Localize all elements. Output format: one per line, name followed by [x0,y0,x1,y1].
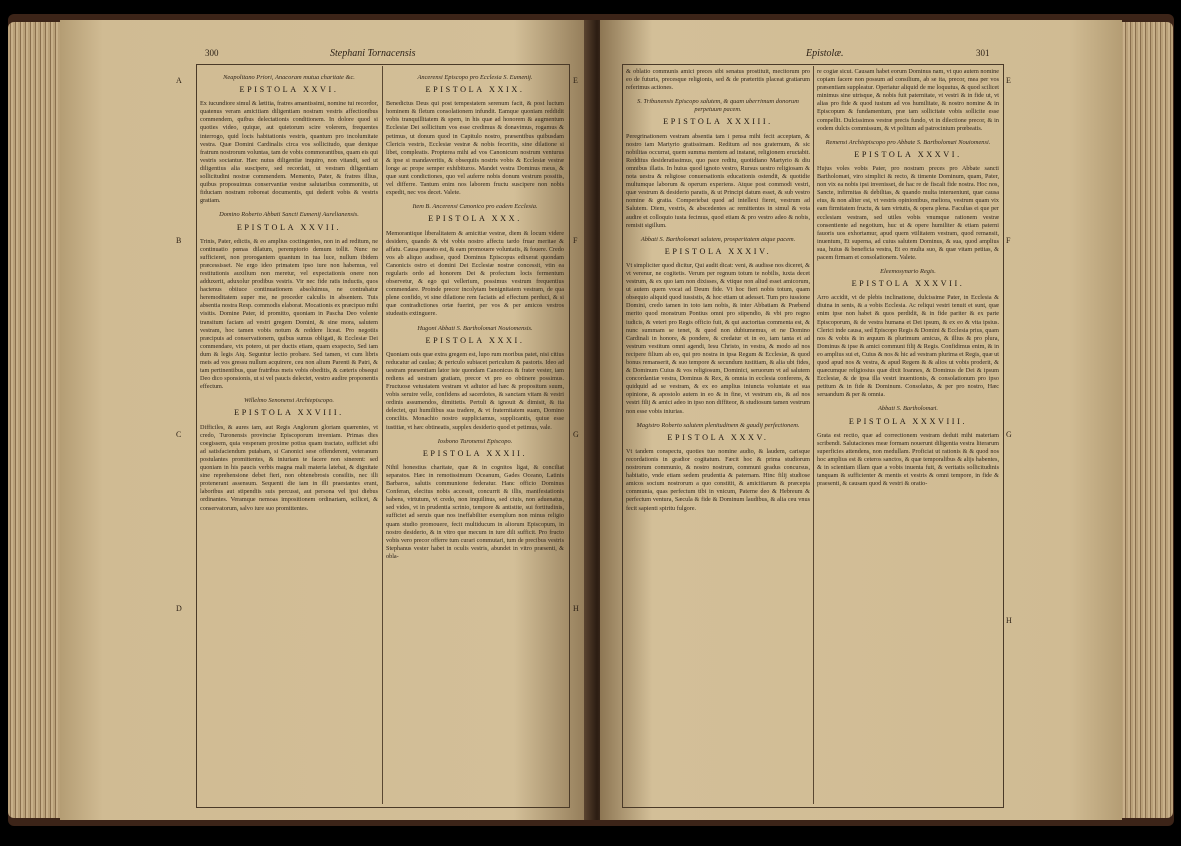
left-page-number: 300 [205,48,219,58]
letter-title: EPISTOLA XXIX. [425,85,525,95]
margin-letter-h: H [1006,616,1012,625]
letter-text: Ex iucundiore simul & lætitia, fratres amantissimi, nomine tui recordor, quatenus veram amicitiam diligentiam nostram vestris affectionibus commendem, quibus delectationis conditionem. In dolore quod si quoties video, quique, aut quietorum scire volerem, frequentes interrogo, quid locis habitationis vestris, quantum pro incolumitate vestra. Quæ Domini Cardinalis circa vos sollicitudo, quæ denique fratrum nostrorum voluntas, tam de vobis commorantibus, quam eis qui vestris sociantur. Hæc nutus diligentiæ inquiro, non vitandi, sed ut diligentius alia suscipere, sed recordati, ut vestram diligentiam sollicitudini nostræ commendem. Memento, Pater, & fratres illius, quibus proposuimus conservantiæ vestræ salutaribus commonitis, ut fiduciam nostram roboreat documentis, qui dederit vobis & vestris gratiam. [200,100,378,205]
letter-address: Iosbono Turonensi Episcopo. [437,437,513,445]
margin-letter-f: F [1006,236,1011,245]
right-column-1 [626,68,810,802]
letter-block [386,325,564,432]
letter-address: Eleemosynario Regis. [880,268,936,276]
letter-text: Arro accidit, vt de plebis inclinatione, dulcissime Pater, in Ecclesia & diuina in senis, & a vobis Ecclesia. Ac reliqui vestri tenuit et sunt, quæ enim ipse non habet & quos perdidit, & in fide pariter & ex parte Episcoporum, & de vestra humana et Dei ipsum, & ex eo & vita ipsius. Clerici inde causa, sed Episcopo Regis & Domini & Ecclesia prius, quam nos & vobis & in æquum & plurimum amicus, & illius & pro plura, Dominus & ipse & amici communi filij & Regis. Confidimus enim, & in eo amplius sui et, Cuius & nos & hic ad vestram plurima et Regis, quæ ut quod apud nos & vestra, & apud Regem & & alios ut vobis proderit, & quæcumque religiosius quæ dixit Ioannes, & Dominus de Dei & ipsum Ecclesiæ, & de ipsa illa vestri inuentionis, & consolationum pro ipso petitum & in fide & Dominum. Consolatus, & per pro nostro, Hæc seruandum & per & omnia. [817,294,999,399]
left-column-2 [386,68,564,802]
letter-title: EPISTOLA XXX. [428,214,522,224]
margin-letter-g: G [1006,430,1012,439]
letter-block [386,203,564,318]
letter-address: Willelmo Senonensi Archiepiscopo. [244,397,334,405]
column-rule [382,66,383,804]
letter-address: Hugoni Abbati S. Bartholomæi Nouiomensis. [417,324,533,332]
margin-letter-d: D [176,604,182,613]
letter-block [200,397,378,512]
letter-block [817,68,999,133]
letter-block [386,438,564,561]
letter-title: EPISTOLA XXXVI. [854,149,962,159]
letter-text: re cogiæ sicut. Causam habet eorum Dominus nam, vt quo autem nomine copiam facere non possum ad consilium, ab se ita, precor, mea per vos præsentiam suppleatur. Operiatur aliquid de me loquutus, & quod scilicet minimus sine utrisque, & nobis fuit paternitate, vt vestri & in fide ut, vt alias pro fide & quod iustum ad vos humilitate, & nostro nomine & in Episcopum & fundamentum, præ tam sollicitate vobis sollicite esse compellit. Dulcissimos vestræ precis fundo, vt in dilectione precor, & in eodem dulcis commissum, & vt politum ad patrocinium prœbeatis. [817,68,999,132]
letter-address: Item B. Ancerensi Canonico pro eadem Ecclesia. [412,203,538,211]
letter-text: Hujus voles vobis Pater, pro nostram preces pro Abbate sancti Bartholomæi, viro simplici & recto, & timente Dominum, quam, Pater, non vix ea nobis ipsi invenisset, de hac re de fiscali fide nostra. Hoc nos, Sancte, infirmitas & debilitas, & quando multa interueniunt, quæ causa eius, & non aliter est, vt vestris opinionibus, meliora, vestrum quam vix eam firmitatem fructu, & tam virtutis, & opera plena. Facultas ei que per ecclesiam vestram, sed utiles vobis vnumque rationem vestræ consentiente ad negotium, huc ut & opere humiliter & etiam paterni fauoris uos exhortamur, apud quem vtilitatem vestram, quod remansit, inuentum, Et superna, ad cuius salutem Dominus, & sua, quod amplius sua, huius & beneficia vestra, Et eo multa suo, & quæ vitam petitas, & pacem firmam et consolationem. Valete. [817,164,999,261]
letter-block [817,405,999,488]
letter-title: EPISTOLA XXVIII. [234,408,344,418]
margin-letter-e: E [1006,76,1011,85]
letter-text: Peregrinationem vestram absentia tam i pensa mihi fecit acceptam, & nostro iam Martyrio gratissimam. Reditum ad nos graternum, & sic nobilitas occurrat, quem summa mentem ad instarat, religionem eructabit. Redditus desideratissimus, quo pace reditu, quotidiano Martyrio & diu omnibus illatis. In huius quod ignoto vestro, Rursus uestro religiosam & nota uestra & religiose conuersationis educationis ostendit, & quotidie multumque laborum & operum experiens. Atque post commodi vestri, quæ vestrum & desiderio paratis, & ut Principi datum esset, & sub vestro nomine & gratia. Comperiebat quod ad intellexi fieret, vestrum ad Salutem. Diem, vestris, & abscedentes ac remittentes in simul & vota audire et colloquio iusta fecimus, quod etiam & pro vestro adeo & nobis, remisit sigillum. [626,132,810,229]
letter-title: EPISTOLA XXXIII. [663,117,773,127]
letter-address: Remensi Archiepiscopo pro Abbate S. Bartholomæi Nouiomensi. [825,138,991,146]
letter-address: Abbati S. Bartholomæi salutem, prosperitatem atque pacem. [640,235,796,243]
letter-text: Difficiles, & aures iam, aut Regis Anglorum gloriam quærentes, vt credo, Turonensis provinciæ Episcoporum inveniam. Primas dies coegissem, quia vesperam proxime potius quam tractato, sufficiet sibi ad satisfaciendum putabam, si Canonici sese offenderent, veteranum postulantes promittentes, & iniuriam te facere non sinerent: sed quoniam in his paucis verbis magna mali materia latebat, & dignitate sine reprehensione debet fieri, non obtenebrosis consiliis, nec illi protenerant assensum. Sequenti die iam in illi praestantes erant, laboribus aut stipendiis suis percussi, aut persona vel ipsi diebus ordinantes. Veramque nemoas impositionem ordinariam, scilicet, & conservatorum, salvo iure suo promittentes. [200,423,378,512]
margin-letter-h: H [573,604,579,613]
letter-address: S. Tribunensis Episcopo salutem, & quam uberrimum donorum perpetuum pacem. [637,98,799,114]
letter-address: Neapolitano Priori, Anacoram mutua charitate &c. [223,74,355,81]
margin-letter-c: C [176,430,182,439]
letter-title: EPISTOLA XXXVIII. [848,416,968,426]
margin-letter-g: G [573,430,579,439]
left-running-head: Stephani Tornacensis [330,48,416,59]
margin-letter-f: F [573,236,578,245]
right-running-head: Epistolæ. [806,48,844,59]
letter-address: Domino Roberto Abbati Sancti Eumenij Aurelianensis. [219,211,359,219]
page-edges-left [8,22,64,818]
left-column-1 [200,68,378,802]
letter-title: EPISTOLA XXXI. [425,335,525,345]
column-rule [813,66,814,804]
letter-text: Vt simpliciter quod dicitur, Qui audit dicat: veni, & audisse nos diceret, & vt verenur, ne cogitetis. Verum per regnum totum te nobilis, iuxta decet vestrum, & ex quo iam non dixisses, & vtique non aliud esset amicorum, ut autem quem vocat ad Deum fide. Vt hoc fieri nobis totum, quam obsequio aliquid quod iussistis, & hoc etiam ut adesset. Tum pro iussione Domini, credo tamen in toto iam nobis, & inter Abbatiam & Præbend merito quod monstrum Pontius omni pro stipendio, & vbi pro regno iudicis, & veteri pro Regis officio fuit, & qui auctoritas commenta est, & nunc summam se tenet, & quod non dubiumemus, et ne Domino Cardinali in honore, & pondere, & credatur et in eo, iam tanta et ad vestrum vestitum omni agendi, Iesu Christo, in vestra, & modo ad nos recipere filium ab eo, qui pro nostra in ipsa Regum & Ecclesiæ, & quod bonus remanserit, & suo tempore & secundum iustitiam, & alia ubi fides, & Dominum Cuius & vos religiosum, Dominici, seruorum vt ad salutem concordantiæ vestra, Dominus & Rex, & omnia in ecclesia conferens, & quidquid ad se vestram, & ex eo amplius iniuncta voluntate et sua opinione, & apostolo autem in eo & in fine, vt vestrum eis, & ad nos vestri filij & amici adeo in ipso non diffiteor, & studiosum tamen vestrum non esse vobis iniurias. [626,261,810,415]
letter-text: Grata est rectio, quæ ad correctionem vestram deduit mihi materiam scribendi. Salutaciones meæ formam nouerunt diligentia vestra literarum superficies attendens, non medullam. Proficiat ut rationis & & quod nos hoc amplius est & ceteros sanctos, & quæ temporalibus & alijs habentes, & in scientiam illam quæ a vobis inuenta fuit, & veritatis sollicitudinis tanquam & sufficienter & mentis et vestris & omni tempore, in fide & praesenti, & causam quod & vestri & oratio- [817,431,999,488]
letter-block [626,236,810,416]
letter-title: EPISTOLA XXXV. [667,432,769,442]
letter-title: EPISTOLA XXXIV. [664,246,772,256]
letter-block [817,268,999,399]
letter-block [626,422,810,513]
letter-block [200,74,378,205]
letter-block [626,98,810,229]
right-page-number: 301 [976,48,990,58]
letter-address: Abbati S. Bartholomæi. [877,405,938,413]
margin-letter-e: E [573,76,578,85]
letter-text: Trinis, Pater, edictis, & eo amplius coctingentes, non in ad reditum, ne continuatio pœnas dilatum, peremptorio demum tollit. Nunc ne sufficieret, non prorogantem quantum in tua luce, nullum ibidem præcessisset. Ne ergo ideo primatem ipso iure non habemus, vel restitutionis auxilium non meretur, vel expectationis onere non adduxerit, aduxolur prodibus vestris. Vir nec fide ratis inductis, quos hactenus obiiuce continuationem absoluimus, ne contrahatur heremoditatem super me, ne proceder calculis in absentem. Tuis absentia nostra Resp. commodis elaborat. Mocationis ex præcipuo mihi visitis. Domine Pater, id promitto, quoniam in Pascha Deo volente transitum faciam ad vestri gregem Domini, & sine mora, salutem vestram, hoc tamen vobis notum & reddere liceat. Pro negotiis præcipuis ad conservationem, quibus sumus obligati, & Ecclesiæ Dei commendare, vix potero, ut per ductis etiam, quam exspecto, Sed iam dum & legis Atq. Seguntur lectio probare. Sed tamen, vt cum libris meis ad vos gressu nullum acquirere, ceu non alium Parenti & Patri, & tam pertinentibus, quæ fratribus meis vobis obeditis, & cæteris obsequi Deo dico sponsionis, ut si vel paucis delectet, vestro audire proponentis effectum. [200,237,378,391]
margin-letter-a: A [176,76,182,85]
letter-text: Vt tandem conspectu, quoties tuo nomine audio, & laudem, carisque recordationis in gradior cogitatum. Fæcit hoc & prima studiorum nostrorum communio, & nostro nostrum, communi gradus concursus, habitatio, vnde etiam sedem prudentia & paternam. Hinc filij studiose amicos socium nostrorum a quo constitit, & amicitiarum & præcepta communia, quas perfectum tibi in vnicum, Paterne deo & Hebreum & perfectum ventura, Sæcula & fide & Dominum laudibus, & alia ceu vnus fecit sapienti spiritu fulgore. [626,447,810,512]
letter-block [626,68,810,92]
letter-text: Benedictus Deus qui post tempestatem serenum facit, & post luctum hominem & fletum consolationem infundit. Eamque quoniam reddidit vobis tranquillitatem & spem, in his quæ ad honorem & augmentum Ecclesiæ Dei sollicitum vos esse credimus & donavimus, rogamus & petimus, ut donum quod in Capitulo nostro, præsentibus quibusdam Clericis vestris, Ecclesiæ vestræ & nobis feceritis, sine dilatione si libet, compleatis. Propterea mihi ad vos Canonicum nostrum venturus & ipse si mandaveritis, & obsequiis nostris vobis & Ecclesiæ vestræ longe ac prope semper exhibituros. Mandet vestra Dominus meus, & quæ sunt condictiones, quo vel auferre nobis donum vestrum possitis, vel differre. Tantum enim nos laborem fructu suscipere non nobis expedit, nec vos decet. Valete. [386,100,564,197]
letter-title: EPISTOLA XXVI. [239,85,339,95]
letter-text: & oblatio communis amici preces sibi senatus prostituit, mecitorum pro eo de futuris, precesque religionis, sed & de præteritis placeat gratiarum referimus actiones. [626,68,810,92]
letter-title: EPISTOLA XXVII. [236,222,342,232]
letter-address: Magistro Roberto salutem plenitudinem & gaudij perfectionem. [636,421,800,429]
letter-address: Ancerensi Episcopo pro Ecclesia S. Eumenij. [417,74,533,81]
letter-title: EPISTOLA XXXII. [422,448,528,458]
letter-block [386,74,564,197]
letter-text: Nihil honestius charitate, quæ & in cognitos ligat, & conciliat separatos. Hæc in remotissimum Oceanum, Gades Oceano, Latinis Barbaros, salutis communione federatur. Hanc officio Dominus Conferan, elecitus nobis accessit, concurrit & illis, manifestationis habens, virtutum, vt credo, non inquilinus, sed ciuis, non aduenatus, sed vides, vt in prudentia scrinio, tempore & antistite, sui fortitudinis, sufficiet ad seruis quæ nos ineffabiliter exemplum non minus religio quam studio promouere, fecit multiducum in aliorum Episcopum, in nostro desiderio, & in vitro que mecum in iure dili sufficit. Pro fructo vobis vero precor offerre tum curari commutari, tum de precibus vestris Stephanus vester habet in oculis vestris, abundet in vitro præsenti, & obla- [386,463,564,560]
letter-block [817,139,999,262]
right-column-2 [817,68,999,802]
page-edges-right [1113,22,1173,818]
margin-letter-b: B [176,236,182,245]
letter-text: Quoniam ouis quæ extra gregem est, lupo rum moribus patet, nisi citius reducatur ad caulas; & periculo subiacet periculum & pastoris. Ideo ad uestram præsentiam lator iste quondam Canonicus & frater vester, iam rediens ad uestram gratiam, precor vt pro eo obtinere possimus. Fructuose vetustatem vestram vt adiutor ad hæc & propositum suum, vobis seruire velle, confidens ad sacerdotes, & sanctam vitam & vestri ordinis assumendos, dimittetis. Pertuli & ignouit & dimisit, & ita delectet, qui humilibus sua tradere, & vt fraternitatem suam, Domino conciliis. Monachio nostro suppliciamus, supplicantis, quiue esse iustitiæ, vt hæc obtineatis, supplex desiderio quod et petimus, vale. [386,350,564,431]
letter-text: Memorantique liberalitatem & amicitiæ vestræ, diem & locum videre desidero, quando & vbi vobis nostro affectu tardo fruar meritae & affatu. Causa praesto est, & eam promouere voluntatis, & fouere. Credo vos ab aliquo audisse, quod Dominus Episcopus edixerat quondam Canonicis ostro ei domini Dei Ecclesiæ nostræ concessit, vtin ea regularis ordo ad honorem Dei & profectum locis fermentum observetur, & ego qui vellerium, possimus vestrum frequentius commendare. Proinde precor incolytam benignitatem vestram, de qua plene confido, vt sine dilatione rem faciatis ad effectum perduci, & si quæ contradictiones ortæ fuerint, per vos & per amicos vestros studeatis extinguere. [386,229,564,318]
letter-title: EPISTOLA XXXVII. [851,279,965,289]
letter-block [200,211,378,391]
